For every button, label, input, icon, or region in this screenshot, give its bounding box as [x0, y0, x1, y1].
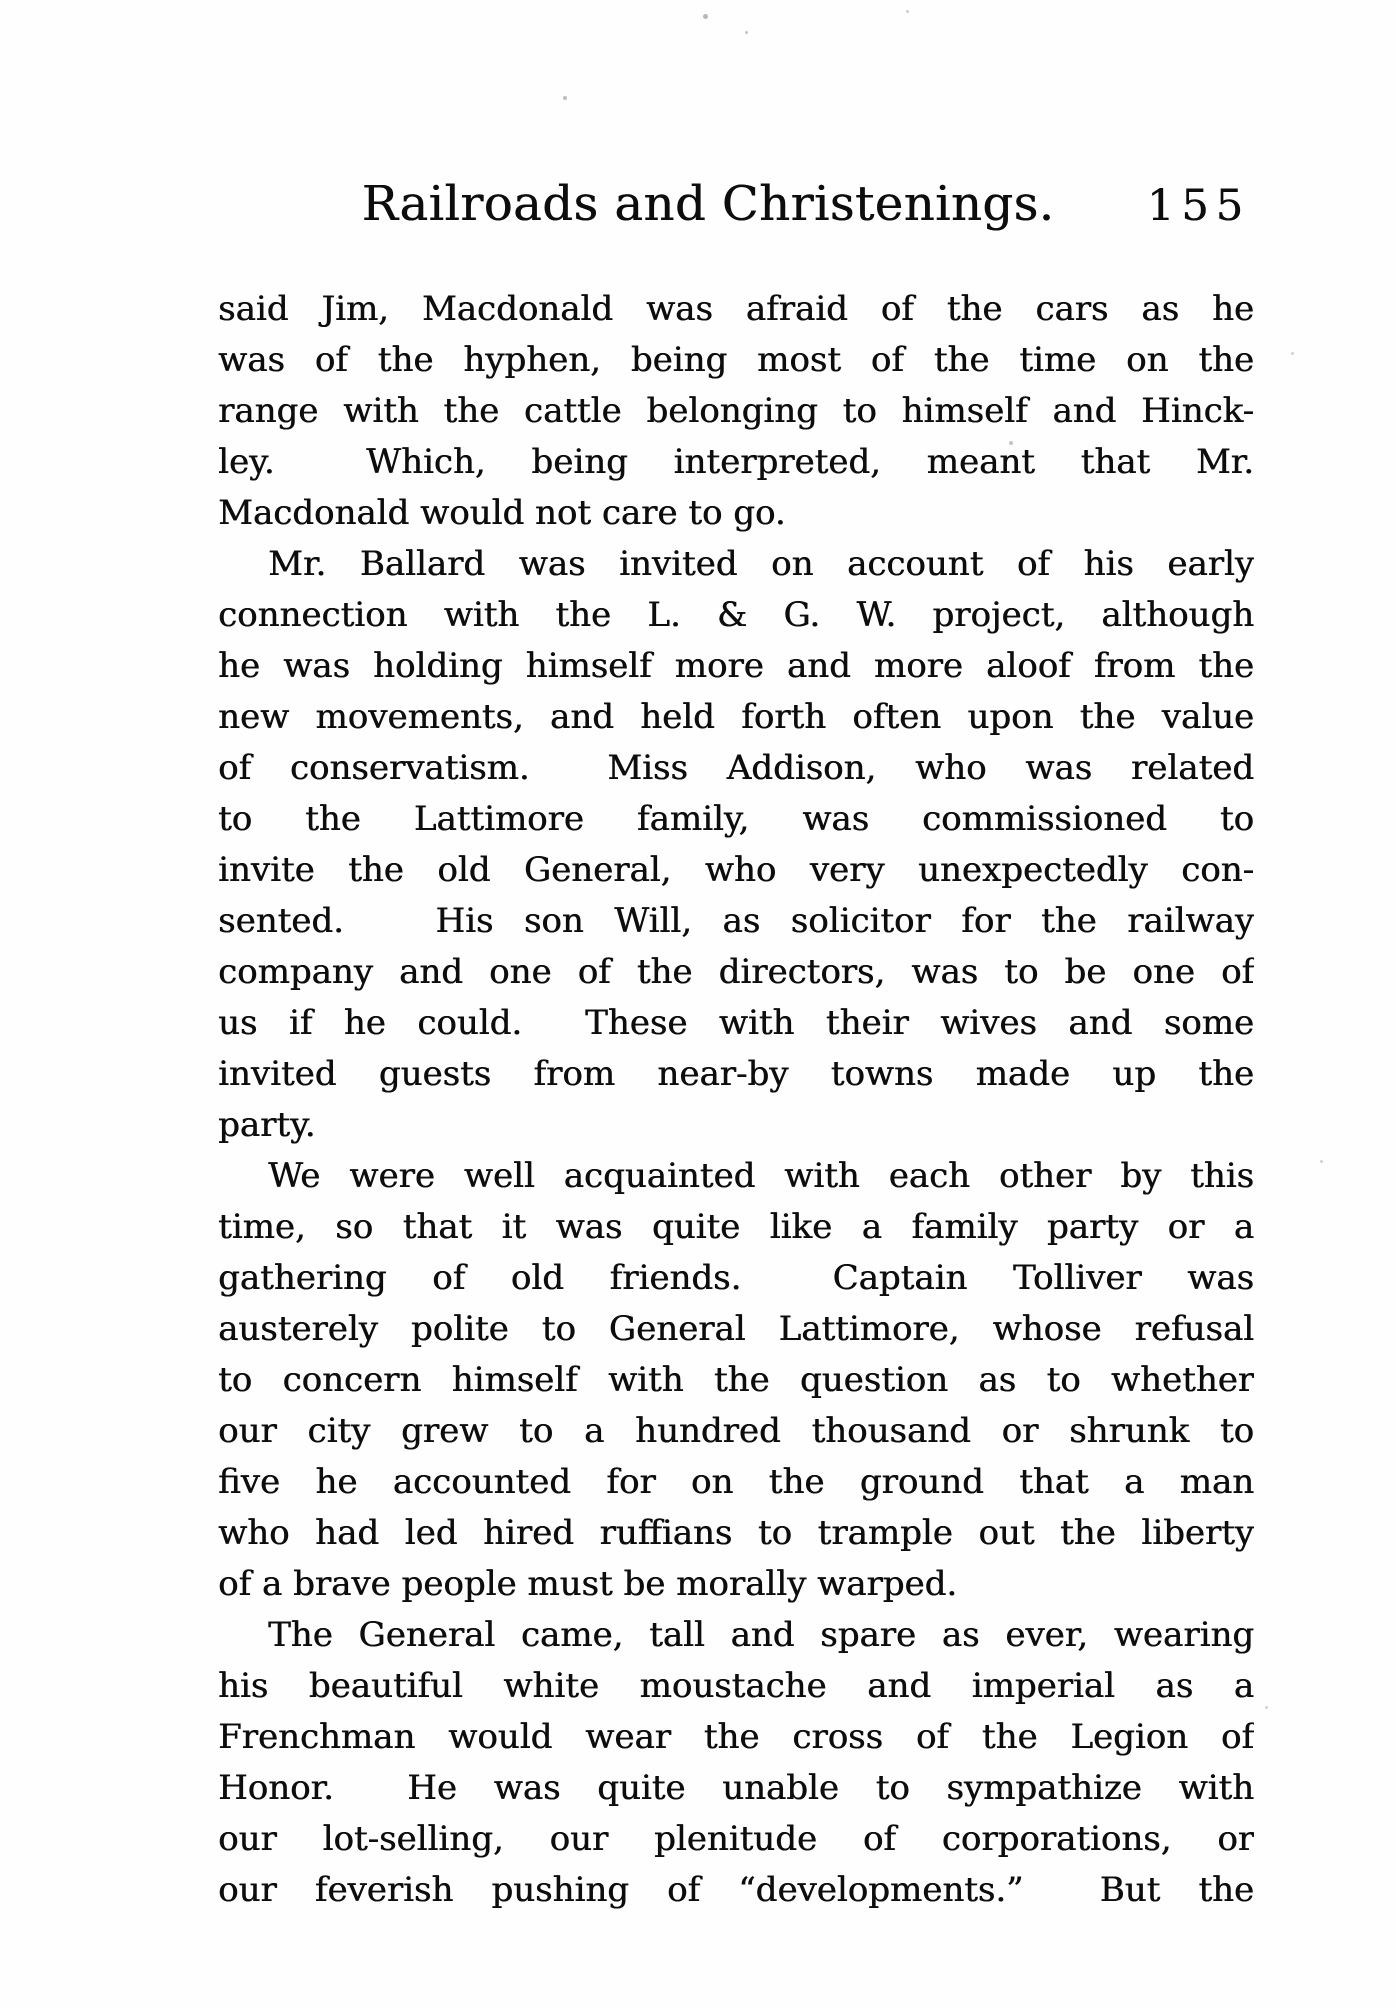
- scan-speck: [563, 96, 567, 100]
- text-line: he was holding himself more and more aloof from the: [218, 646, 1254, 686]
- text-line: gathering of old friends. Captain Tolliver was: [218, 1258, 1254, 1298]
- text-line: of a brave people must be morally warped.: [218, 1564, 958, 1604]
- text-line: Frenchman would wear the cross of the Legion of: [218, 1717, 1254, 1757]
- text-line: party.: [218, 1105, 316, 1145]
- text-line: company and one of the directors, was to be one of: [218, 952, 1254, 992]
- text-column: [218, 176, 1254, 1916]
- page-header: [218, 176, 1254, 238]
- paragraph: [218, 1151, 1254, 1610]
- text-line: our feverish pushing of “developments.” But the: [218, 1870, 1254, 1910]
- text-line: our lot-selling, our plenitude of corporations, or: [218, 1819, 1254, 1859]
- text-line: invited guests from near-by towns made up the: [218, 1054, 1254, 1094]
- text-line: Macdonald would not care to go.: [218, 493, 786, 533]
- page-body: [218, 284, 1254, 1916]
- scan-speck: [906, 10, 909, 13]
- text-line: was of the hyphen, being most of the time on the: [218, 340, 1254, 380]
- text-line: We were well acquainted with each other by this: [268, 1156, 1254, 1196]
- text-line: Honor. He was quite unable to sympathize with: [218, 1768, 1254, 1808]
- text-line: austerely polite to General Lattimore, whose refusal: [218, 1309, 1254, 1349]
- scan-speck: [1320, 1160, 1323, 1163]
- text-line: Mr. Ballard was invited on account of his early: [268, 544, 1254, 584]
- running-title: Railroads and Christenings.: [361, 176, 1055, 232]
- text-line: his beautiful white moustache and imperial as a: [218, 1666, 1254, 1706]
- text-line: who had led hired ruffians to trample out the liberty: [218, 1513, 1254, 1553]
- page-number: 155: [1146, 181, 1250, 231]
- text-line: connection with the L. & G. W. project, although: [218, 595, 1254, 635]
- text-line: The General came, tall and spare as ever, wearing: [268, 1615, 1254, 1655]
- scan-speck: [745, 31, 748, 34]
- scan-speck: [1291, 352, 1294, 355]
- text-line: range with the cattle belonging to himself and Hinck-: [218, 391, 1254, 431]
- text-line: ley. Which, being interpreted, meant that Mr.: [218, 442, 1254, 482]
- text-line: five he accounted for on the ground that a man: [218, 1462, 1254, 1502]
- paragraph: [218, 539, 1254, 1151]
- text-line: invite the old General, who very unexpectedly con-: [218, 850, 1254, 890]
- paragraph: [218, 284, 1254, 539]
- text-line: to the Lattimore family, was commissioned to: [218, 799, 1254, 839]
- text-line: sented. His son Will, as solicitor for the railway: [218, 901, 1254, 941]
- text-line: our city grew to a hundred thousand or shrunk to: [218, 1411, 1254, 1451]
- text-line: to concern himself with the question as to whether: [218, 1360, 1254, 1400]
- text-line: of conservatism. Miss Addison, who was related: [218, 748, 1254, 788]
- scan-speck: [1265, 1706, 1268, 1709]
- text-line: time, so that it was quite like a family party or a: [218, 1207, 1254, 1247]
- paragraph: [218, 1610, 1254, 1916]
- scan-speck: [703, 14, 708, 19]
- text-line: said Jim, Macdonald was afraid of the cars as he: [218, 289, 1254, 329]
- text-line: us if he could. These with their wives and some: [218, 1003, 1254, 1043]
- text-line: new movements, and held forth often upon the value: [218, 697, 1254, 737]
- scan-speck: [1009, 441, 1013, 445]
